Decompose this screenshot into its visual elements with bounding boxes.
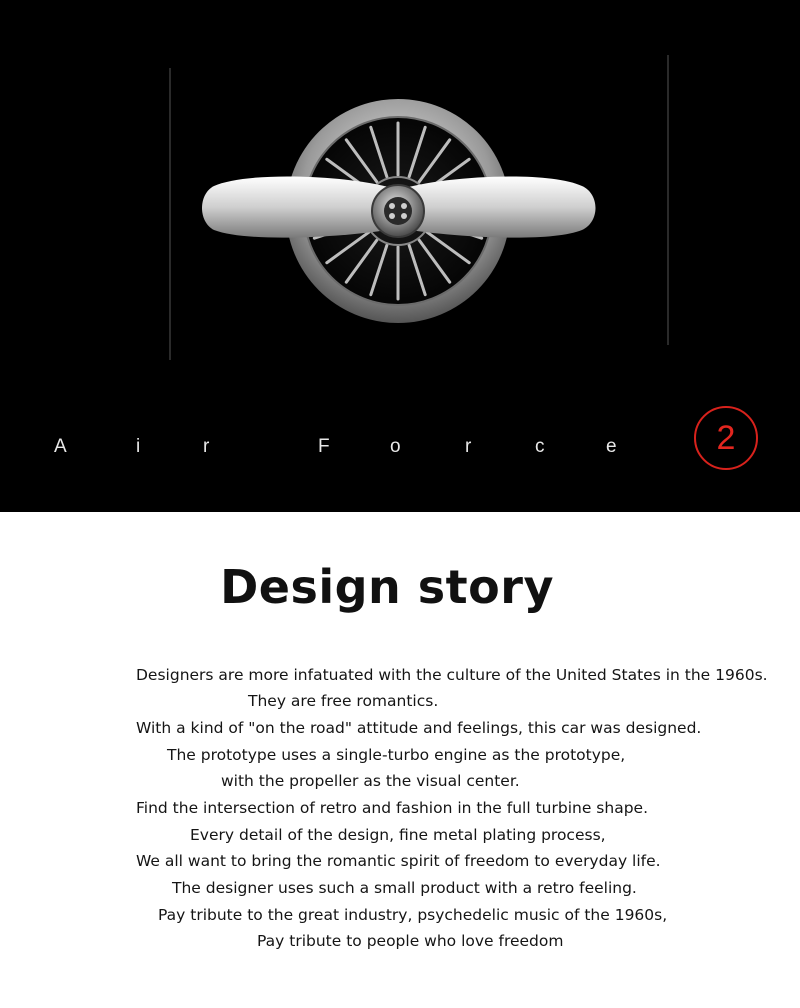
brand-letter: r	[203, 436, 210, 457]
step-number-badge: 2	[694, 406, 758, 470]
brand-letter: A	[54, 436, 67, 457]
propeller-blade-right	[398, 176, 596, 237]
story-line: Designers are more infatuated with the culture of the United States in the 1960s.	[136, 666, 768, 684]
story-line: The designer uses such a small product with a retro feeling.	[172, 879, 637, 897]
story-line: Pay tribute to people who love freedom	[257, 932, 564, 950]
story-line: Every detail of the design, fine metal plating process,	[190, 826, 606, 844]
section-title: Design story	[220, 560, 554, 614]
story-line: We all want to bring the romantic spirit of freedom to everyday life.	[136, 852, 661, 870]
story-line: Pay tribute to the great industry, psychedelic music of the 1960s,	[158, 906, 668, 924]
story-line: Find the intersection of retro and fashion in the full turbine shape.	[136, 799, 648, 817]
brand-letter: i	[136, 436, 141, 457]
propeller-blade-left	[202, 176, 398, 237]
brand-letter: c	[535, 436, 545, 457]
brand-letter: r	[465, 436, 472, 457]
brand-letter: o	[390, 436, 401, 457]
story-line: They are free romantics.	[248, 692, 439, 710]
brand-letter: F	[318, 436, 330, 457]
design-story-section	[0, 512, 800, 1008]
story-line: The prototype uses a single-turbo engine as the prototype,	[167, 746, 626, 764]
brand-letter: e	[606, 436, 617, 457]
brand-wordmark	[0, 433, 680, 461]
story-line: with the propeller as the visual center.	[221, 772, 520, 790]
story-line: With a kind of "on the road" attitude and feelings, this car was designed.	[136, 719, 702, 737]
